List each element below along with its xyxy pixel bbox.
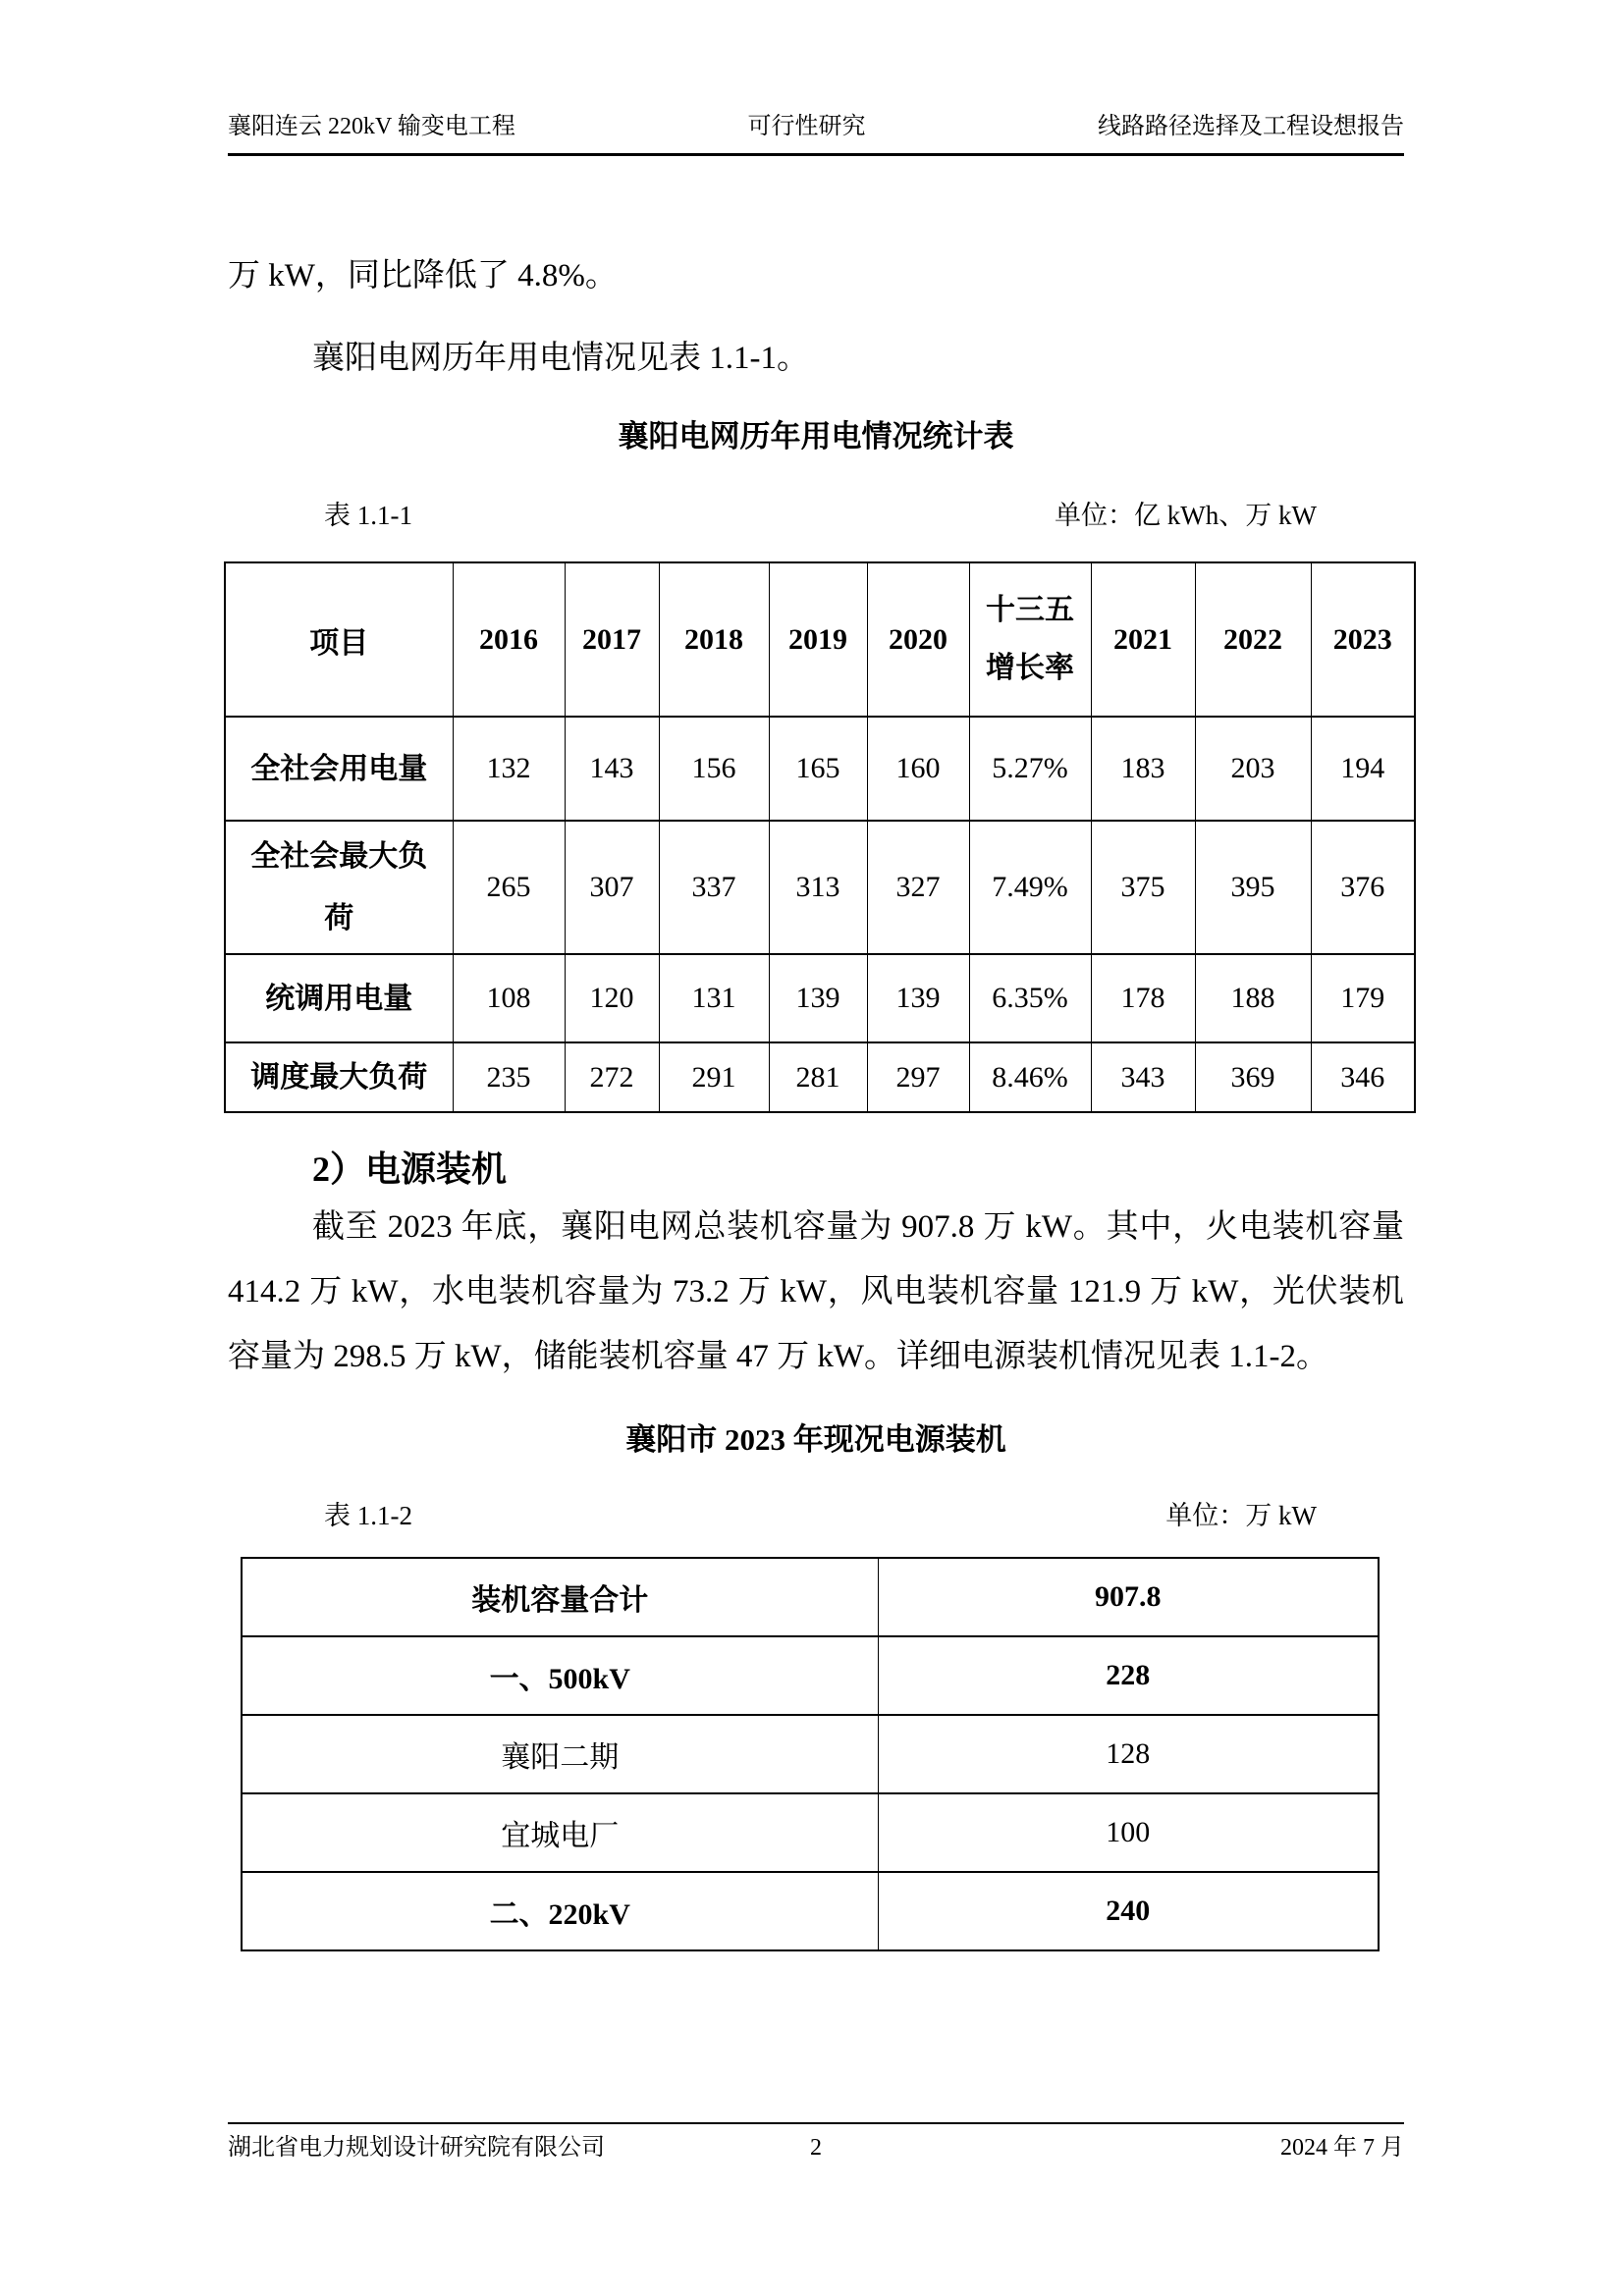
table-cell: 2023	[1311, 562, 1415, 717]
table-cell: 8.46%	[969, 1042, 1091, 1112]
table-cell: 281	[769, 1042, 867, 1112]
table2-caption-number: 表 1.1-2	[324, 1501, 412, 1530]
table-cell: 272	[565, 1042, 659, 1112]
table-cell: 100	[878, 1793, 1379, 1872]
table-cell: 265	[453, 821, 565, 954]
table-cell: 131	[659, 954, 769, 1042]
table-header-row	[225, 562, 1415, 717]
table-cell: 二、220kV	[242, 1872, 878, 1950]
table-cell: 一、500kV	[242, 1636, 878, 1715]
table-cell: 327	[867, 821, 969, 954]
table-cell: 369	[1195, 1042, 1311, 1112]
table-row	[242, 1636, 1379, 1715]
table-cell: 5.27%	[969, 717, 1091, 821]
table-cell: 132	[453, 717, 565, 821]
table1-caption-unit: 单位：亿 kWh、万 kW	[1055, 501, 1317, 530]
table-cell: 2019	[769, 562, 867, 717]
footer-company: 湖北省电力规划设计研究院有限公司	[228, 2135, 605, 2161]
table-cell: 2021	[1091, 562, 1195, 717]
table-cell: 235	[453, 1042, 565, 1112]
table-cell: 十三五增长率	[969, 562, 1091, 717]
table2-caption-unit: 单位：万 kW	[1165, 1501, 1317, 1530]
table-row	[242, 1793, 1379, 1872]
header-report-title: 线路路径选择及工程设想报告	[1098, 114, 1404, 139]
page-header	[228, 112, 1404, 156]
table-cell: 907.8	[878, 1558, 1379, 1636]
table-cell: 343	[1091, 1042, 1195, 1112]
table-cell: 313	[769, 821, 867, 954]
table-cell: 228	[878, 1636, 1379, 1715]
table-cell: 395	[1195, 821, 1311, 954]
table-cell: 2022	[1195, 562, 1311, 717]
table-cell: 襄阳二期	[242, 1715, 878, 1793]
table2-caption-row	[228, 1499, 1404, 1532]
table-cell: 139	[769, 954, 867, 1042]
paragraph-continuation: 万 kW，同比降低了 4.8%。	[228, 258, 618, 294]
header-project-title: 襄阳连云 220kV 输变电工程	[228, 114, 515, 139]
footer-page-number: 2	[810, 2135, 822, 2161]
table-cell: 183	[1091, 717, 1195, 821]
table-row	[225, 1042, 1415, 1112]
table-cell: 165	[769, 717, 867, 821]
table-cell: 307	[565, 821, 659, 954]
power-capacity-table	[241, 1557, 1380, 1951]
table-cell: 143	[565, 717, 659, 821]
table-cell: 全社会用电量	[225, 717, 453, 821]
table-cell: 203	[1195, 717, 1311, 821]
table-cell: 120	[565, 954, 659, 1042]
table-cell: 6.35%	[969, 954, 1091, 1042]
table2-title: 襄阳市 2023 年现况电源装机	[625, 1422, 1006, 1457]
table-cell: 194	[1311, 717, 1415, 821]
table-cell: 178	[1091, 954, 1195, 1042]
table-cell: 2017	[565, 562, 659, 717]
table-row	[225, 821, 1415, 954]
table-cell: 全社会最大负荷	[225, 821, 453, 954]
table1-title: 襄阳电网历年用电情况统计表	[618, 419, 1014, 454]
page-footer	[228, 2122, 1404, 2163]
table-cell: 128	[878, 1715, 1379, 1793]
header-doc-type: 可行性研究	[747, 114, 866, 139]
table-cell: 375	[1091, 821, 1195, 954]
table-cell: 346	[1311, 1042, 1415, 1112]
table1-caption-number: 表 1.1-1	[324, 501, 412, 530]
table-cell: 108	[453, 954, 565, 1042]
table-row	[242, 1715, 1379, 1793]
paragraph-table-reference: 襄阳电网历年用电情况见表 1.1-1。	[312, 341, 809, 376]
table-cell: 139	[867, 954, 969, 1042]
table-cell: 156	[659, 717, 769, 821]
section-heading: 2）电源装机	[312, 1149, 508, 1189]
table-cell: 291	[659, 1042, 769, 1112]
table-cell: 160	[867, 717, 969, 821]
table-cell: 376	[1311, 821, 1415, 954]
table-cell: 2020	[867, 562, 969, 717]
table-cell: 297	[867, 1042, 969, 1112]
table-cell: 337	[659, 821, 769, 954]
table-cell: 装机容量合计	[242, 1558, 878, 1636]
table-cell: 项目	[225, 562, 453, 717]
table-cell: 2018	[659, 562, 769, 717]
table-row	[225, 717, 1415, 821]
table-cell: 调度最大负荷	[225, 1042, 453, 1112]
table-row	[225, 954, 1415, 1042]
table1-caption-row	[228, 499, 1404, 532]
table-cell: 240	[878, 1872, 1379, 1950]
table-cell: 179	[1311, 954, 1415, 1042]
table-row	[242, 1558, 1379, 1636]
electricity-usage-table	[224, 561, 1416, 1113]
table-cell: 188	[1195, 954, 1311, 1042]
table-cell: 统调用电量	[225, 954, 453, 1042]
table-row	[242, 1872, 1379, 1950]
footer-date: 2024 年 7 月	[1280, 2135, 1404, 2161]
table-cell: 2016	[453, 562, 565, 717]
table-cell: 7.49%	[969, 821, 1091, 954]
installed-capacity-paragraph: 截至 2023 年底，襄阳电网总装机容量为 907.8 万 kW。其中，火电装机容量 414.2 万 kW，水电装机容量为 73.2 万 kW，风电装机容量 121.9 万 kW，光伏装机容量为 298.5 万 kW，储能装机容量 47 万 kW。详细电源装机情况见表 1.1-2。	[228, 1209, 1404, 1374]
table-cell: 宜城电厂	[242, 1793, 878, 1872]
